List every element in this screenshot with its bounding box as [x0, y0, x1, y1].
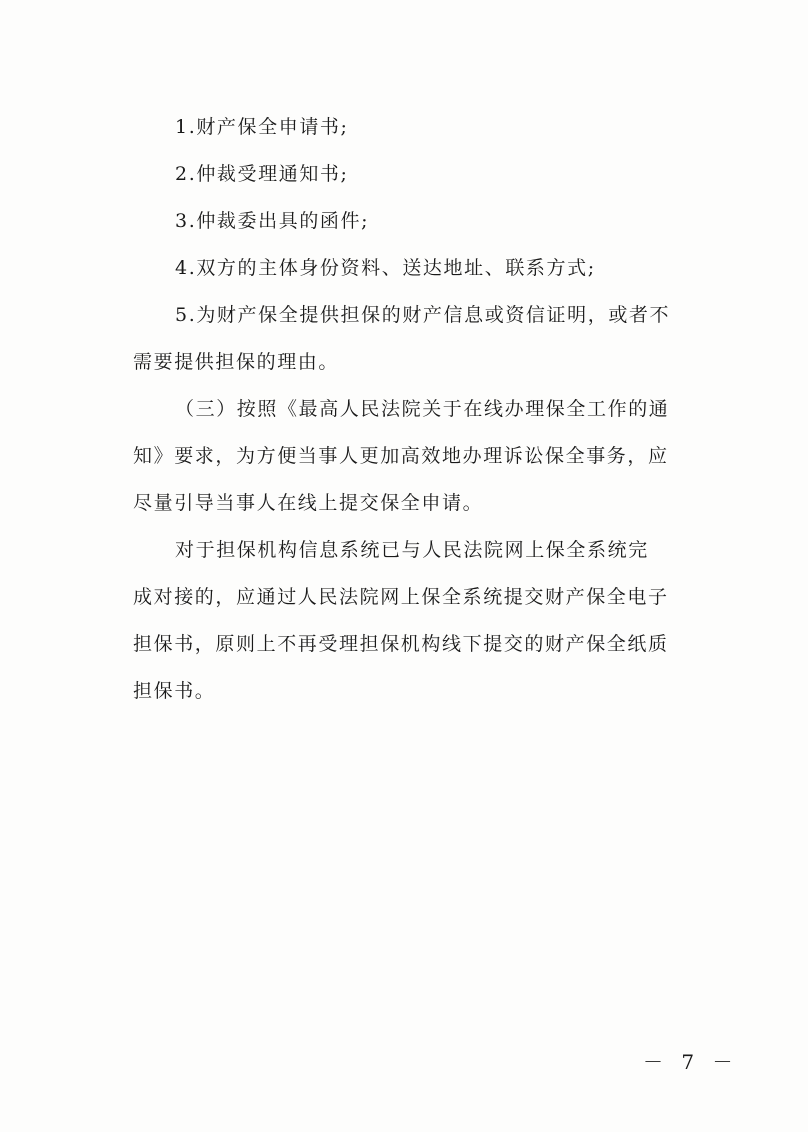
paragraph-line: 担保书，原则上不再受理担保机构线下提交的财产保全纸质: [133, 633, 669, 655]
paragraph-line: （三）按照《最高人民法院关于在线办理保全工作的通: [175, 398, 670, 420]
page-number: － 7 －: [643, 1050, 739, 1074]
list-item: 2.仲裁受理通知书;: [175, 163, 349, 185]
paragraph-line: 尽量引导当事人在线上提交保全申请。: [133, 492, 484, 514]
paragraph-line: 对于担保机构信息系统已与人民法院网上保全系统完: [175, 539, 649, 561]
paragraph-line: 成对接的，应通过人民法院网上保全系统提交财产保全电子: [133, 586, 669, 608]
list-item: 1.财产保全申请书;: [175, 116, 349, 138]
list-item-continuation: 需要提供担保的理由。: [133, 351, 340, 373]
paragraph-line: 担保书。: [133, 680, 216, 702]
paragraph-line: 知》要求，为方便当事人更加高效地办理诉讼保全事务，应: [133, 445, 669, 467]
document-body: [133, 104, 693, 715]
list-item: 5.为财产保全提供担保的财产信息或资信证明，或者不: [175, 304, 671, 326]
list-item: 4.双方的主体身份资料、送达地址、联系方式;: [175, 257, 596, 279]
list-item: 3.仲裁委出具的函件;: [175, 210, 370, 232]
